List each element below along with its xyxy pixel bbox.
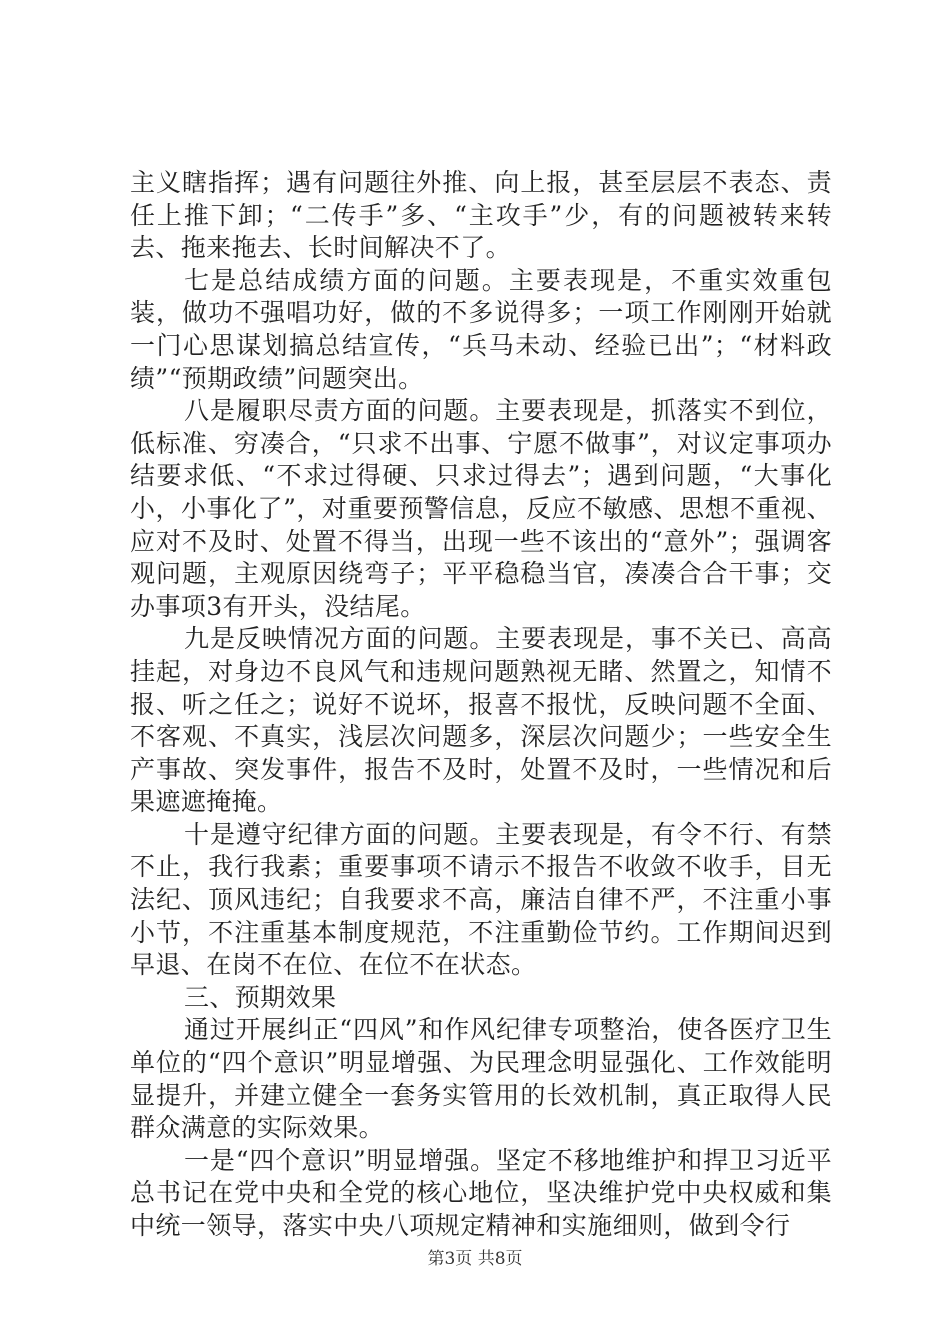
page-number-footer: 第3页 共8页 bbox=[427, 1249, 523, 1269]
paragraph: 八是履职尽责方面的问题。主要表现是，抓落实不到位，低标准、穷凑合，“只求不出事、宁愿不做事”，对议定事项办结要求低、“不求过得硬、只求过得去”；遇到问题，“大事化小，小事化了”，对重要预警信息，反应不敏感、思想不重视、应对不及时、处置不得当，出现一些不该出的“意外”；强调客观问题，主观原因绕弯子；平平稳稳当官，凑凑合合干事；交办事项3有开头，没结尾。 bbox=[130, 396, 832, 621]
section-heading: 三、预期效果 bbox=[184, 982, 337, 1012]
document-body bbox=[130, 167, 832, 1243]
paragraph: 十是遵守纪律方面的问题。主要表现是，有令不行、有禁不止，我行我素；重要事项不请示不报告不收敛不收手，目无法纪、顶风违纪；自我要求不高，廉洁自律不严，不注重小事小节，不注重基本制度规范，不注重勤俭节约。工作期间迟到早退、在岗不在位、在位不在状态。 bbox=[130, 819, 832, 980]
paragraph: 七是总结成绩方面的问题。主要表现是，不重实效重包装，做功不强唱功好，做的不多说得多；一项工作刚刚开始就一门心思谋划搞总结宣传，“兵马未动、经验已出”；“材料政绩”“预期政绩”问题突出。 bbox=[130, 265, 832, 393]
paragraph: 九是反映情况方面的问题。主要表现是，事不关已、高高挂起，对身边不良风气和违规问题熟视无睹、然置之，知情不报、听之任之；说好不说坏，报喜不报忧，反映问题不全面、不客观、不真实，浅层次问题多，深层次问题少；一些安全生产事故、突发事件，报告不及时，处置不及时，一些情况和后果遮遮掩掩。 bbox=[130, 624, 832, 817]
paragraph: 通过开展纠正“四风”和作风纪律专项整治，使各医疗卫生单位的“四个意识”明显增强、为民理念明显强化、工作效能明显提升，并建立健全一套务实管用的长效机制，真正取得人民群众满意的实际效果。 bbox=[130, 1015, 832, 1143]
paragraph: 一是“四个意识”明显增强。坚定不移地维护和捍卫习近平总书记在党中央和全党的核心地位，坚决维护党中央权威和集中统一领导，落实中央八项规定精神和实施细则，做到令行 bbox=[130, 1145, 832, 1240]
paragraph: 主义瞎指挥；遇有问题往外推、向上报，甚至层层不表态、责任上推下卸；“二传手”多、“主攻手”少，有的问题被转来转去、拖来拖去、长时间解决不了。 bbox=[130, 168, 832, 263]
